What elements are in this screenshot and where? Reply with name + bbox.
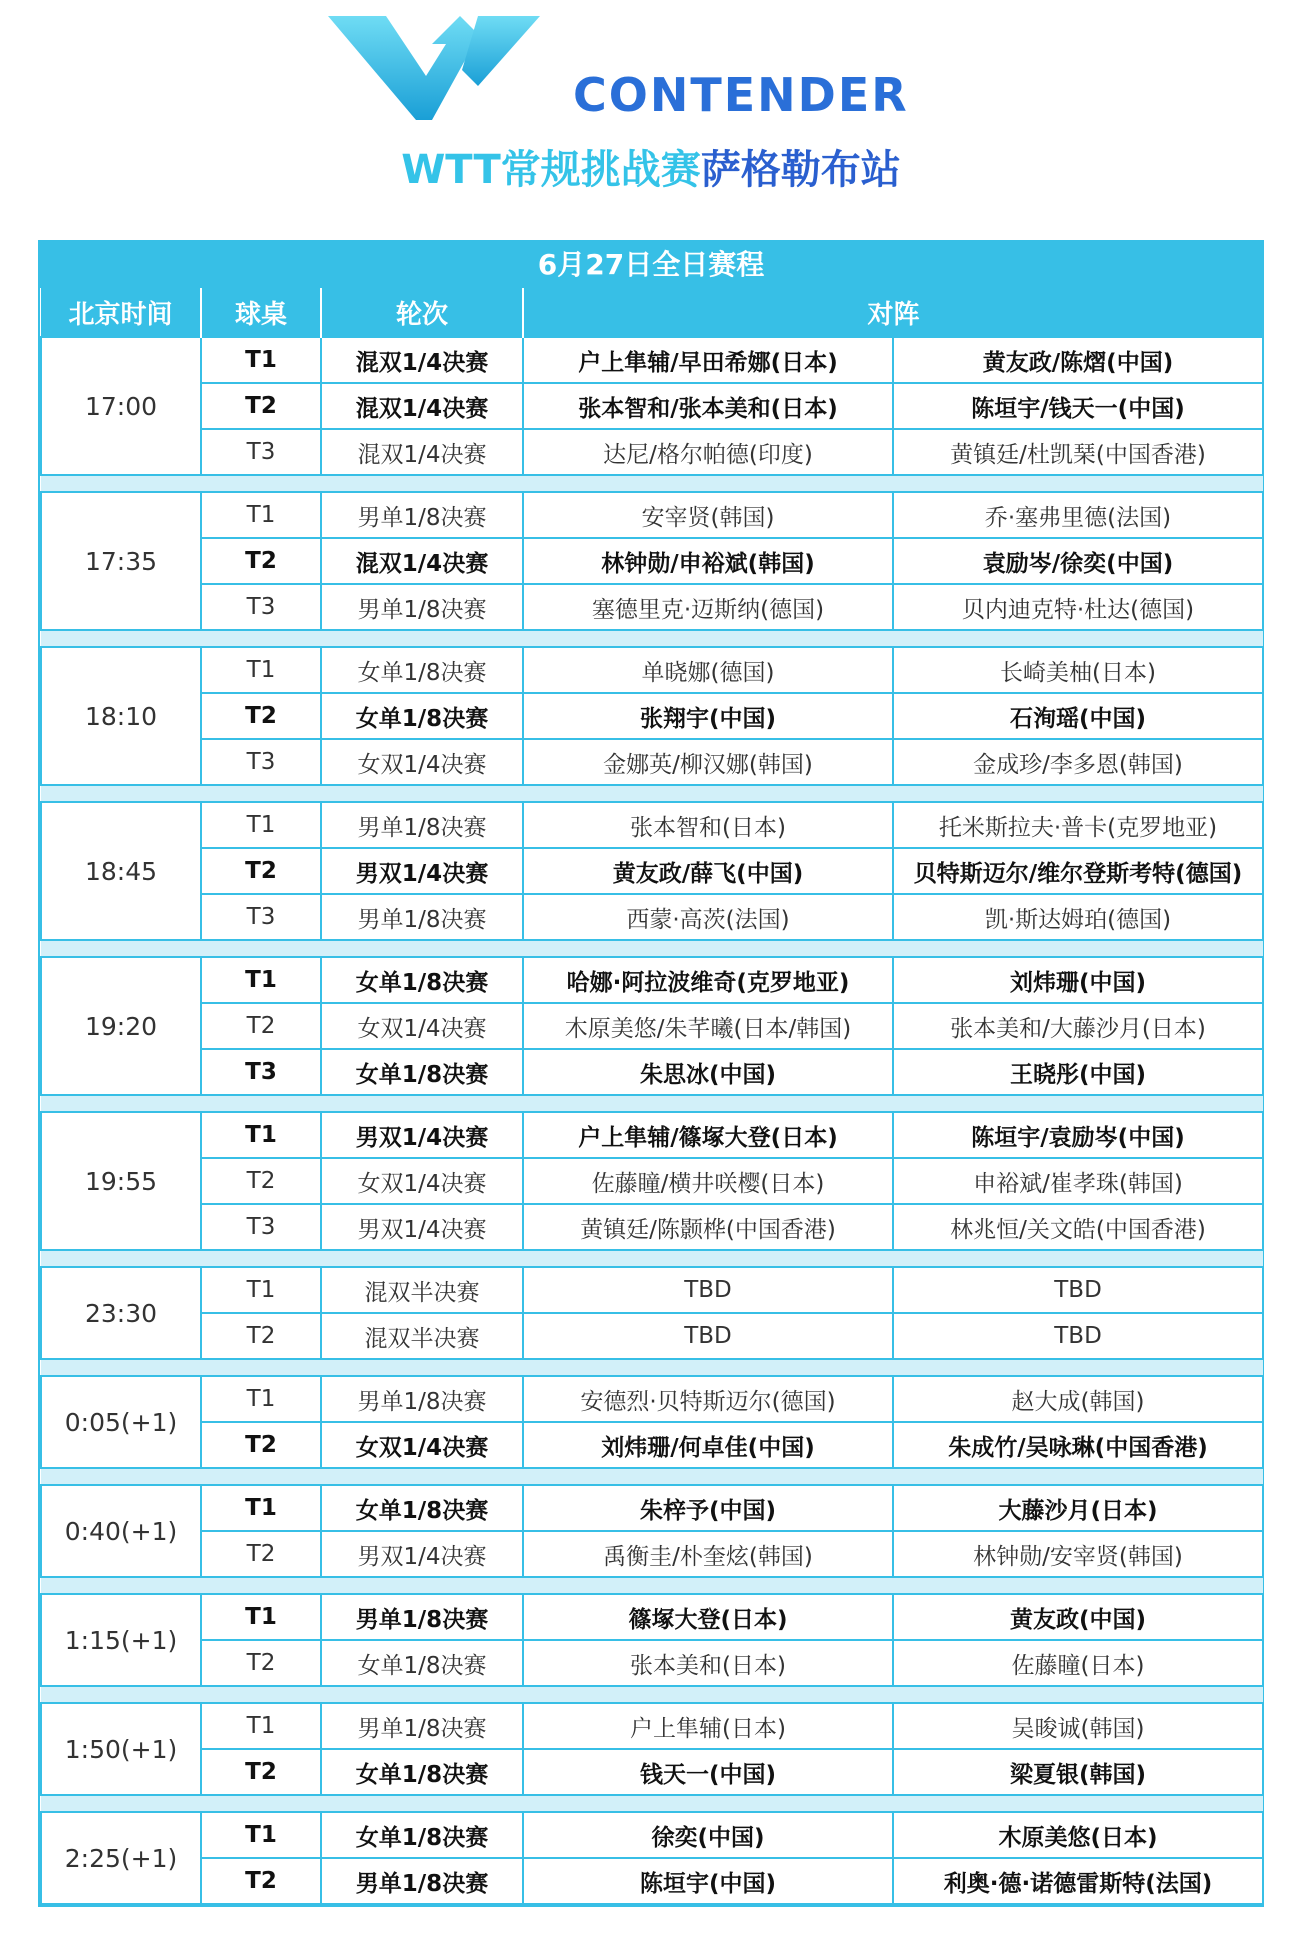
round-cell: 女单1/8决赛 bbox=[321, 1812, 523, 1858]
event-title bbox=[0, 138, 1302, 195]
table-cell: T1 bbox=[201, 337, 321, 383]
schedule-date-banner: 6月27日全日赛程 bbox=[40, 242, 1262, 288]
round-cell: 男双1/4决赛 bbox=[321, 1204, 523, 1250]
player1-cell: 安宰贤(韩国) bbox=[523, 492, 893, 538]
player1-cell: 户上隼辅(日本) bbox=[523, 1703, 893, 1749]
schedule-table-card bbox=[38, 240, 1264, 1907]
table-row bbox=[41, 739, 1263, 785]
table-row bbox=[41, 647, 1263, 693]
table-row bbox=[41, 383, 1263, 429]
player2-cell: 石洵瑶(中国) bbox=[893, 693, 1263, 739]
player1-cell: 达尼/格尔帕德(印度) bbox=[523, 429, 893, 475]
player2-cell: TBD bbox=[893, 1313, 1263, 1359]
player1-cell: 塞德里克·迈斯纳(德国) bbox=[523, 584, 893, 630]
player2-cell: 张本美和/大藤沙月(日本) bbox=[893, 1003, 1263, 1049]
table-cell: T1 bbox=[201, 802, 321, 848]
table-row bbox=[41, 957, 1263, 1003]
group-divider bbox=[41, 1686, 1263, 1703]
time-slot: 17:35 bbox=[41, 492, 201, 630]
round-cell: 女单1/8决赛 bbox=[321, 647, 523, 693]
player2-cell: TBD bbox=[893, 1267, 1263, 1313]
group-divider-bar bbox=[41, 785, 1263, 802]
time-slot: 0:05(+1) bbox=[41, 1376, 201, 1468]
player1-cell: 木原美悠/朱芊曦(日本/韩国) bbox=[523, 1003, 893, 1049]
table-cell: T3 bbox=[201, 739, 321, 785]
group-divider bbox=[41, 1577, 1263, 1594]
table-cell: T1 bbox=[201, 1485, 321, 1531]
round-cell: 男双1/4决赛 bbox=[321, 1531, 523, 1577]
table-row bbox=[41, 1703, 1263, 1749]
player2-cell: 长崎美柚(日本) bbox=[893, 647, 1263, 693]
group-divider bbox=[41, 1468, 1263, 1485]
table-cell: T1 bbox=[201, 1112, 321, 1158]
table-row bbox=[41, 429, 1263, 475]
player1-cell: 张本智和(日本) bbox=[523, 802, 893, 848]
table-cell: T3 bbox=[201, 584, 321, 630]
table-row bbox=[41, 894, 1263, 940]
player2-cell: 贝特斯迈尔/维尔登斯考特(德国) bbox=[893, 848, 1263, 894]
player2-cell: 黄友政/陈熠(中国) bbox=[893, 337, 1263, 383]
round-cell: 女双1/4决赛 bbox=[321, 1003, 523, 1049]
table-cell: T2 bbox=[201, 1313, 321, 1359]
player2-cell: 袁励岑/徐奕(中国) bbox=[893, 538, 1263, 584]
group-divider-bar bbox=[41, 1095, 1263, 1112]
player1-cell: 刘炜珊/何卓佳(中国) bbox=[523, 1422, 893, 1468]
round-cell: 女单1/8决赛 bbox=[321, 1049, 523, 1095]
table-row bbox=[41, 1594, 1263, 1640]
player2-cell: 申裕斌/崔孝珠(韩国) bbox=[893, 1158, 1263, 1204]
round-cell: 男单1/8决赛 bbox=[321, 1858, 523, 1904]
player1-cell: 篠塚大登(日本) bbox=[523, 1594, 893, 1640]
round-cell: 女单1/8决赛 bbox=[321, 1749, 523, 1795]
player1-cell: 林钟勋/申裕斌(韩国) bbox=[523, 538, 893, 584]
group-divider-bar bbox=[41, 1359, 1263, 1376]
round-cell: 混双1/4决赛 bbox=[321, 429, 523, 475]
table-row bbox=[41, 693, 1263, 739]
time-slot: 2:25(+1) bbox=[41, 1812, 201, 1904]
round-cell: 混双1/4决赛 bbox=[321, 538, 523, 584]
time-slot: 18:10 bbox=[41, 647, 201, 785]
player2-cell: 赵大成(韩国) bbox=[893, 1376, 1263, 1422]
player1-cell: 陈垣宇(中国) bbox=[523, 1858, 893, 1904]
round-cell: 男单1/8决赛 bbox=[321, 1376, 523, 1422]
table-cell: T1 bbox=[201, 1267, 321, 1313]
player2-cell: 林兆恒/关文皓(中国香港) bbox=[893, 1204, 1263, 1250]
player2-cell: 大藤沙月(日本) bbox=[893, 1485, 1263, 1531]
group-divider-bar bbox=[41, 1686, 1263, 1703]
table-cell: T2 bbox=[201, 1749, 321, 1795]
group-divider-bar bbox=[41, 630, 1263, 647]
group-divider bbox=[41, 1795, 1263, 1812]
round-cell: 女单1/8决赛 bbox=[321, 1640, 523, 1686]
group-divider bbox=[41, 940, 1263, 957]
table-cell: T2 bbox=[201, 1003, 321, 1049]
player2-cell: 木原美悠(日本) bbox=[893, 1812, 1263, 1858]
table-cell: T1 bbox=[201, 647, 321, 693]
player1-cell: TBD bbox=[523, 1267, 893, 1313]
table-cell: T2 bbox=[201, 1158, 321, 1204]
group-divider-bar bbox=[41, 1468, 1263, 1485]
player1-cell: 安德烈·贝特斯迈尔(德国) bbox=[523, 1376, 893, 1422]
table-row bbox=[41, 584, 1263, 630]
table-cell: T3 bbox=[201, 894, 321, 940]
table-cell: T2 bbox=[201, 848, 321, 894]
player2-cell: 黄镇廷/杜凯琹(中国香港) bbox=[893, 429, 1263, 475]
time-slot: 19:55 bbox=[41, 1112, 201, 1250]
round-cell: 男单1/8决赛 bbox=[321, 584, 523, 630]
header bbox=[0, 0, 1302, 238]
event-title-station: 萨格勒布站 bbox=[700, 147, 901, 193]
table-cell: T1 bbox=[201, 957, 321, 1003]
player1-cell: 户上隼辅/早田希娜(日本) bbox=[523, 337, 893, 383]
table-cell: T2 bbox=[201, 1531, 321, 1577]
table-row bbox=[41, 1313, 1263, 1359]
player2-cell: 托米斯拉夫·普卡(克罗地亚) bbox=[893, 802, 1263, 848]
player1-cell: 佐藤瞳/横井咲樱(日本) bbox=[523, 1158, 893, 1204]
group-divider bbox=[41, 1359, 1263, 1376]
table-row bbox=[41, 1158, 1263, 1204]
time-slot: 18:45 bbox=[41, 802, 201, 940]
table-row bbox=[41, 1485, 1263, 1531]
table-row bbox=[41, 1640, 1263, 1686]
table-row bbox=[41, 802, 1263, 848]
table-row bbox=[41, 1422, 1263, 1468]
contender-logo-text: CONTENDER bbox=[573, 68, 909, 122]
table-row bbox=[41, 492, 1263, 538]
round-cell: 女双1/4决赛 bbox=[321, 1158, 523, 1204]
round-cell: 男单1/8决赛 bbox=[321, 802, 523, 848]
round-cell: 男单1/8决赛 bbox=[321, 492, 523, 538]
round-cell: 男双1/4决赛 bbox=[321, 848, 523, 894]
table-cell: T3 bbox=[201, 1204, 321, 1250]
group-divider bbox=[41, 630, 1263, 647]
player2-cell: 利奥·德·诺德雷斯特(法国) bbox=[893, 1858, 1263, 1904]
table-cell: T2 bbox=[201, 693, 321, 739]
col-header-time: 北京时间 bbox=[41, 288, 201, 337]
player1-cell: TBD bbox=[523, 1313, 893, 1359]
round-cell: 男双1/4决赛 bbox=[321, 1112, 523, 1158]
group-divider bbox=[41, 785, 1263, 802]
player1-cell: 朱思冰(中国) bbox=[523, 1049, 893, 1095]
player1-cell: 单晓娜(德国) bbox=[523, 647, 893, 693]
table-row bbox=[41, 1531, 1263, 1577]
col-header-table: 球桌 bbox=[201, 288, 321, 337]
table-row bbox=[41, 1267, 1263, 1313]
round-cell: 混双半决赛 bbox=[321, 1313, 523, 1359]
player2-cell: 朱成竹/吴咏琳(中国香港) bbox=[893, 1422, 1263, 1468]
time-slot: 1:50(+1) bbox=[41, 1703, 201, 1795]
time-slot: 0:40(+1) bbox=[41, 1485, 201, 1577]
player2-cell: 陈垣宇/袁励岑(中国) bbox=[893, 1112, 1263, 1158]
table-cell: T1 bbox=[201, 1376, 321, 1422]
col-header-matchup: 对阵 bbox=[523, 288, 1263, 337]
table-row bbox=[41, 1003, 1263, 1049]
round-cell: 混双半决赛 bbox=[321, 1267, 523, 1313]
player2-cell: 金成珍/李多恩(韩国) bbox=[893, 739, 1263, 785]
round-cell: 女单1/8决赛 bbox=[321, 693, 523, 739]
time-slot: 23:30 bbox=[41, 1267, 201, 1359]
group-divider-bar bbox=[41, 1250, 1263, 1267]
table-cell: T1 bbox=[201, 1703, 321, 1749]
table-cell: T2 bbox=[201, 383, 321, 429]
player1-cell: 户上隼辅/篠塚大登(日本) bbox=[523, 1112, 893, 1158]
wtt-logo-icon bbox=[328, 14, 558, 124]
player1-cell: 黄友政/薛飞(中国) bbox=[523, 848, 893, 894]
round-cell: 混双1/4决赛 bbox=[321, 383, 523, 429]
event-title-series: WTT常规挑战赛 bbox=[401, 147, 701, 193]
player1-cell: 金娜英/柳汉娜(韩国) bbox=[523, 739, 893, 785]
player1-cell: 钱天一(中国) bbox=[523, 1749, 893, 1795]
player2-cell: 林钟勋/安宰贤(韩国) bbox=[893, 1531, 1263, 1577]
table-row bbox=[41, 1112, 1263, 1158]
group-divider bbox=[41, 1095, 1263, 1112]
round-cell: 女单1/8决赛 bbox=[321, 1485, 523, 1531]
header-row bbox=[41, 288, 1263, 337]
round-cell: 男单1/8决赛 bbox=[321, 1703, 523, 1749]
table-cell: T1 bbox=[201, 492, 321, 538]
player2-cell: 梁夏银(韩国) bbox=[893, 1749, 1263, 1795]
group-divider bbox=[41, 1250, 1263, 1267]
round-cell: 混双1/4决赛 bbox=[321, 337, 523, 383]
player2-cell: 刘炜珊(中国) bbox=[893, 957, 1263, 1003]
table-row bbox=[41, 538, 1263, 584]
player2-cell: 王晓彤(中国) bbox=[893, 1049, 1263, 1095]
player2-cell: 凯·斯达姆珀(德国) bbox=[893, 894, 1263, 940]
table-cell: T2 bbox=[201, 1422, 321, 1468]
table-cell: T1 bbox=[201, 1812, 321, 1858]
player2-cell: 贝内迪克特·杜达(德国) bbox=[893, 584, 1263, 630]
player1-cell: 张本美和(日本) bbox=[523, 1640, 893, 1686]
player2-cell: 乔·塞弗里德(法国) bbox=[893, 492, 1263, 538]
player2-cell: 陈垣宇/钱天一(中国) bbox=[893, 383, 1263, 429]
group-divider-bar bbox=[41, 1795, 1263, 1812]
schedule-body bbox=[41, 337, 1263, 1904]
player2-cell: 黄友政(中国) bbox=[893, 1594, 1263, 1640]
player2-cell: 吴晙诚(韩国) bbox=[893, 1703, 1263, 1749]
player1-cell: 张翔宇(中国) bbox=[523, 693, 893, 739]
group-divider-bar bbox=[41, 1577, 1263, 1594]
table-cell: T3 bbox=[201, 429, 321, 475]
round-cell: 女单1/8决赛 bbox=[321, 957, 523, 1003]
table-row bbox=[41, 1376, 1263, 1422]
table-cell: T2 bbox=[201, 1640, 321, 1686]
table-row bbox=[41, 337, 1263, 383]
round-cell: 女双1/4决赛 bbox=[321, 739, 523, 785]
round-cell: 女双1/4决赛 bbox=[321, 1422, 523, 1468]
table-cell: T1 bbox=[201, 1594, 321, 1640]
player2-cell: 佐藤瞳(日本) bbox=[893, 1640, 1263, 1686]
table-row bbox=[41, 1204, 1263, 1250]
table-cell: T2 bbox=[201, 538, 321, 584]
player1-cell: 禹衡圭/朴奎炫(韩国) bbox=[523, 1531, 893, 1577]
time-slot: 1:15(+1) bbox=[41, 1594, 201, 1686]
table-row bbox=[41, 1858, 1263, 1904]
player1-cell: 哈娜·阿拉波维奇(克罗地亚) bbox=[523, 957, 893, 1003]
table-row bbox=[41, 848, 1263, 894]
group-divider bbox=[41, 475, 1263, 492]
player1-cell: 黄镇廷/陈颢桦(中国香港) bbox=[523, 1204, 893, 1250]
table-row bbox=[41, 1749, 1263, 1795]
col-header-round: 轮次 bbox=[321, 288, 523, 337]
player1-cell: 徐奕(中国) bbox=[523, 1812, 893, 1858]
player1-cell: 朱梓予(中国) bbox=[523, 1485, 893, 1531]
player1-cell: 张本智和/张本美和(日本) bbox=[523, 383, 893, 429]
table-row bbox=[41, 1812, 1263, 1858]
table-cell: T2 bbox=[201, 1858, 321, 1904]
group-divider-bar bbox=[41, 475, 1263, 492]
group-divider-bar bbox=[41, 940, 1263, 957]
round-cell: 男单1/8决赛 bbox=[321, 1594, 523, 1640]
player1-cell: 西蒙·高茨(法国) bbox=[523, 894, 893, 940]
round-cell: 男单1/8决赛 bbox=[321, 894, 523, 940]
table-cell: T3 bbox=[201, 1049, 321, 1095]
time-slot: 17:00 bbox=[41, 337, 201, 475]
schedule-table bbox=[40, 288, 1264, 1905]
table-row bbox=[41, 1049, 1263, 1095]
time-slot: 19:20 bbox=[41, 957, 201, 1095]
